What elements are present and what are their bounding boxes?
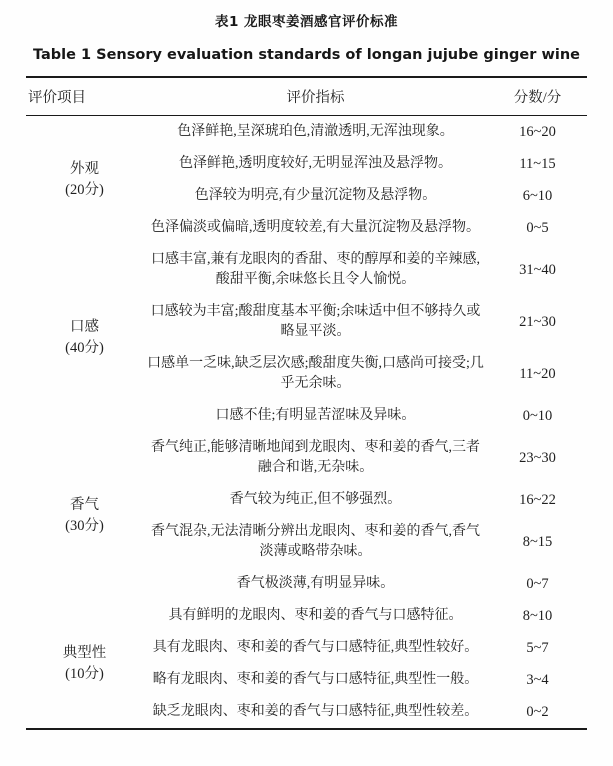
criteria-cell: 香气极淡薄,有明显异味。 <box>236 576 395 591</box>
score-cell: 0~5 <box>526 219 549 236</box>
criteria-cell: 缺乏龙眼肉、枣和姜的香气与口感特征,典型性较差。 <box>152 704 479 719</box>
score-cell: 23~30 <box>519 449 556 466</box>
score-cell: 16~22 <box>519 491 556 508</box>
criteria-cell: 口感不佳;有明显苦涩味及异味。 <box>215 408 416 423</box>
score-cell: 8~10 <box>522 607 553 624</box>
table-title-english: Table 1 Sensory evaluation standards of longan jujube ginger wine <box>32 47 580 63</box>
criteria-cell: 香气纯正,能够清晰地闻到龙眼肉、枣和姜的香气,三者融合和谐,无杂味。 <box>151 440 480 475</box>
criteria-cell: 口感较为丰富;酸甜度基本平衡;余味适中但不够持久或略显平淡。 <box>150 304 481 339</box>
category-name: 香气 <box>70 497 99 513</box>
criteria-cell: 色泽较为明亮,有少量沉淀物及悬浮物。 <box>194 188 437 203</box>
criteria-cell: 略有龙眼肉、枣和姜的香气与口感特征,典型性一般。 <box>152 672 479 687</box>
score-cell: 0~7 <box>526 575 549 592</box>
header-evaluation-item: 评价项目 <box>28 90 86 106</box>
score-cell: 5~7 <box>526 639 549 656</box>
score-cell: 31~40 <box>519 261 556 278</box>
criteria-cell: 色泽鲜艳,呈深琥珀色,清澈透明,无浑浊现象。 <box>177 124 454 139</box>
criteria-cell: 色泽偏淡或偏暗,透明度较差,有大量沉淀物及悬浮物。 <box>151 220 480 235</box>
table-row <box>26 600 587 632</box>
category-points: (40分) <box>65 340 104 356</box>
category-cell-typicality <box>26 600 143 729</box>
header-row <box>26 77 587 116</box>
table-header <box>26 77 587 116</box>
score-cell: 3~4 <box>526 671 549 688</box>
score-cell: 11~15 <box>519 155 556 172</box>
criteria-cell: 香气混杂,无法清晰分辨出龙眼肉、枣和姜的香气,香气淡薄或略带杂味。 <box>151 524 480 559</box>
score-cell: 16~20 <box>519 123 556 140</box>
criteria-cell: 具有龙眼肉、枣和姜的香气与口感特征,典型性较好。 <box>152 640 479 655</box>
criteria-cell: 具有鲜明的龙眼肉、枣和姜的香气与口感特征。 <box>168 608 463 623</box>
table-body <box>26 116 587 730</box>
score-cell: 11~20 <box>519 365 556 382</box>
score-cell: 0~2 <box>526 703 549 720</box>
sensory-evaluation-table <box>26 76 587 730</box>
score-cell: 0~10 <box>522 407 553 424</box>
category-name: 口感 <box>70 319 99 335</box>
category-cell-aroma <box>26 432 143 600</box>
category-name: 外观 <box>70 161 99 177</box>
category-cell-taste <box>26 244 143 432</box>
criteria-cell: 口感单一乏味,缺乏层次感;酸甜度失衡,口感尚可接受;几乎无余味。 <box>147 356 484 391</box>
category-points: (20分) <box>65 182 104 198</box>
table-row <box>26 432 587 484</box>
table-title-chinese: 表1 龙眼枣姜酒感官评价标准 <box>214 14 399 30</box>
criteria-cell: 色泽鲜艳,透明度较好,无明显浑浊及悬浮物。 <box>179 156 452 171</box>
category-cell-appearance <box>26 116 143 245</box>
score-cell: 6~10 <box>522 187 553 204</box>
criteria-cell: 香气较为纯正,但不够强烈。 <box>229 492 402 507</box>
category-points: (30分) <box>65 518 104 534</box>
score-cell: 21~30 <box>519 313 556 330</box>
category-name: 典型性 <box>62 645 107 661</box>
category-points: (10分) <box>65 666 104 682</box>
criteria-cell: 口感丰富,兼有龙眼肉的香甜、枣的醇厚和姜的辛辣感,酸甜平衡,余味悠长且令人愉悦。 <box>151 252 480 287</box>
header-score: 分数/分 <box>513 90 562 106</box>
score-cell: 8~15 <box>522 533 553 550</box>
table-row <box>26 116 587 149</box>
table-row <box>26 244 587 296</box>
header-evaluation-criteria: 评价指标 <box>286 90 345 106</box>
